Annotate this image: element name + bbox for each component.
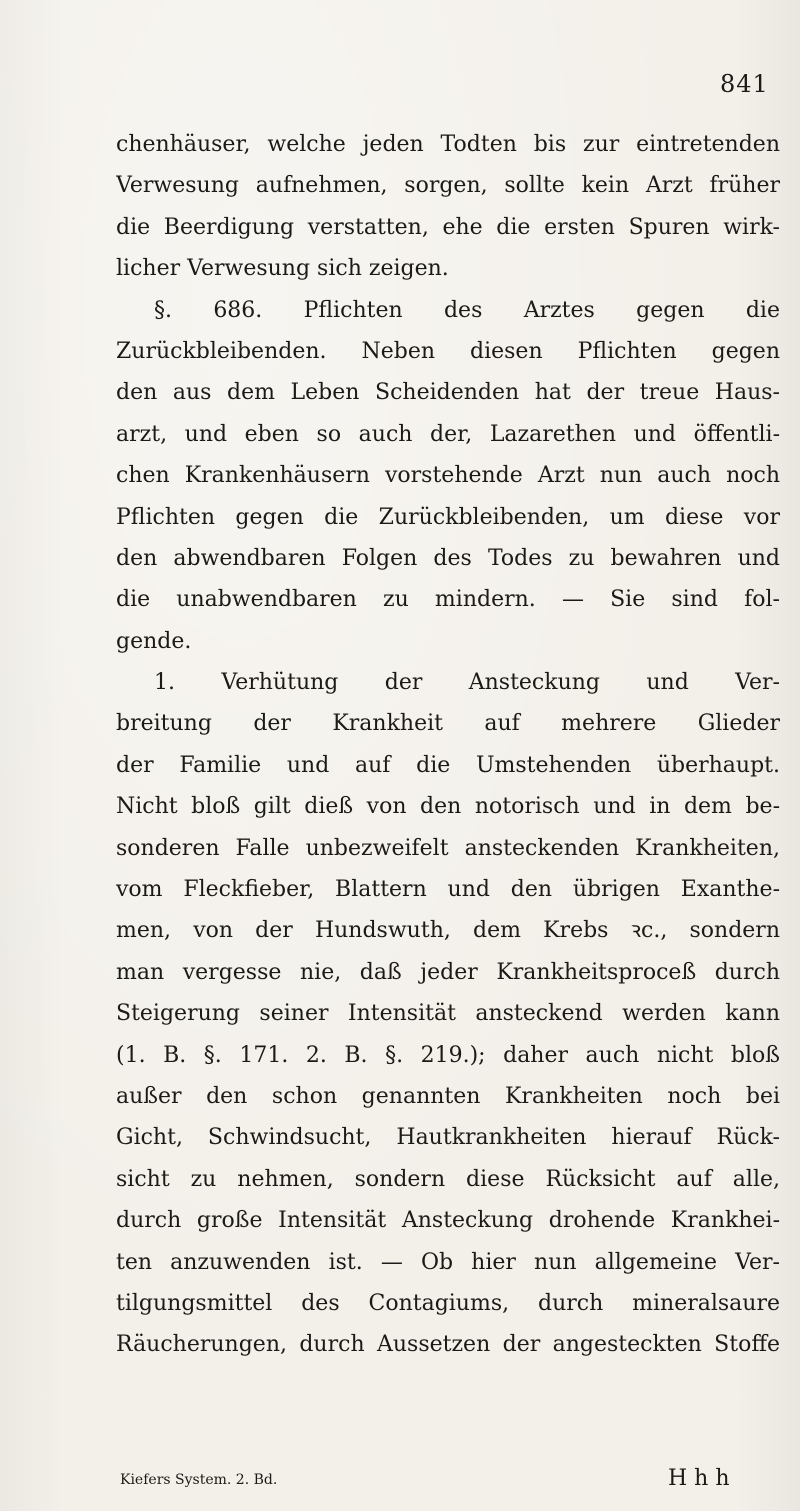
text-line: Räucherungen, durch Aussetzen der angesteckten Stoffe — [116, 1332, 780, 1358]
text-line: die Beerdigung verstatten, ehe die ersten Spuren wirk- — [116, 214, 780, 240]
text-line: durch große Intensität Ansteckung drohende Krankhei- — [116, 1208, 780, 1234]
body-text — [116, 124, 780, 1366]
gathering-mark: H h h — [668, 1466, 730, 1491]
text-line: Nicht bloß gilt dieß von den notorisch und in dem be- — [116, 794, 780, 820]
text-line: ten anzuwenden ist. — Ob hier nun allgemeine Ver- — [116, 1249, 780, 1275]
text-line: man vergesse nie, daß jeder Krankheitsproceß durch — [116, 959, 780, 985]
subsection-heading-line: der Familie und auf die Umstehenden überhaupt. — [116, 752, 780, 778]
text-line: den aus dem Leben Scheidenden hat der treue Haus- — [116, 380, 780, 406]
text-line: gende. — [116, 628, 192, 654]
text-line: die unabwendbaren zu mindern. — Sie sind fol- — [116, 587, 780, 613]
text-line: vom Fleckfieber, Blattern und den übrigen Exanthe- — [116, 877, 780, 903]
text-line: Verwesung aufnehmen, sorgen, sollte kein Arzt früher — [116, 173, 780, 199]
text-line: Steigerung seiner Intensität ansteckend werden kann — [116, 1001, 780, 1027]
text-line: tilgungsmittel des Contagiums, durch mineralsaure — [116, 1290, 780, 1316]
subsection-heading-line: 1. Verhütung der Ansteckung und Ver- — [154, 670, 780, 696]
text-line: chenhäuser, welche jeden Todten bis zur eintretenden — [116, 132, 780, 157]
section-heading-line: §. 686. Pflichten des Arztes gegen die — [154, 297, 780, 323]
page-footer — [120, 1466, 780, 1496]
text-line: (1. B. §. 171. 2. B. §. 219.); daher auch nicht bloß — [116, 1042, 780, 1068]
page-number: 841 — [720, 70, 769, 98]
section-heading-line: Zurückbleibenden. Neben diesen Pflichten gegen — [116, 338, 780, 364]
text-line: chen Krankenhäusern vorstehende Arzt nun auch noch — [116, 463, 780, 489]
text-line: arzt, und eben so auch der, Lazarethen und öffentli- — [116, 421, 780, 447]
text-line: sonderen Falle unbezweifelt ansteckenden Krankheiten, — [116, 835, 780, 861]
subsection-heading-line: breitung der Krankheit auf mehrere Glieder — [116, 711, 780, 737]
text-line: licher Verwesung sich zeigen. — [116, 256, 449, 282]
printer-signature: Kiefers System. 2. Bd. — [120, 1472, 278, 1488]
text-line: außer den schon genannten Krankheiten noch bei — [116, 1083, 780, 1109]
text-line: Pflichten gegen die Zurückbleibenden, um diese vor — [116, 504, 780, 530]
text-line: den abwendbaren Folgen des Todes zu bewahren und — [116, 545, 780, 571]
text-line: Gicht, Schwindsucht, Hautkrankheiten hierauf Rück- — [116, 1125, 780, 1151]
text-line: sicht zu nehmen, sondern diese Rücksicht auf alle, — [116, 1166, 780, 1192]
text-line: men, von der Hundswuth, dem Krebs ꝛc., sondern — [116, 918, 780, 944]
